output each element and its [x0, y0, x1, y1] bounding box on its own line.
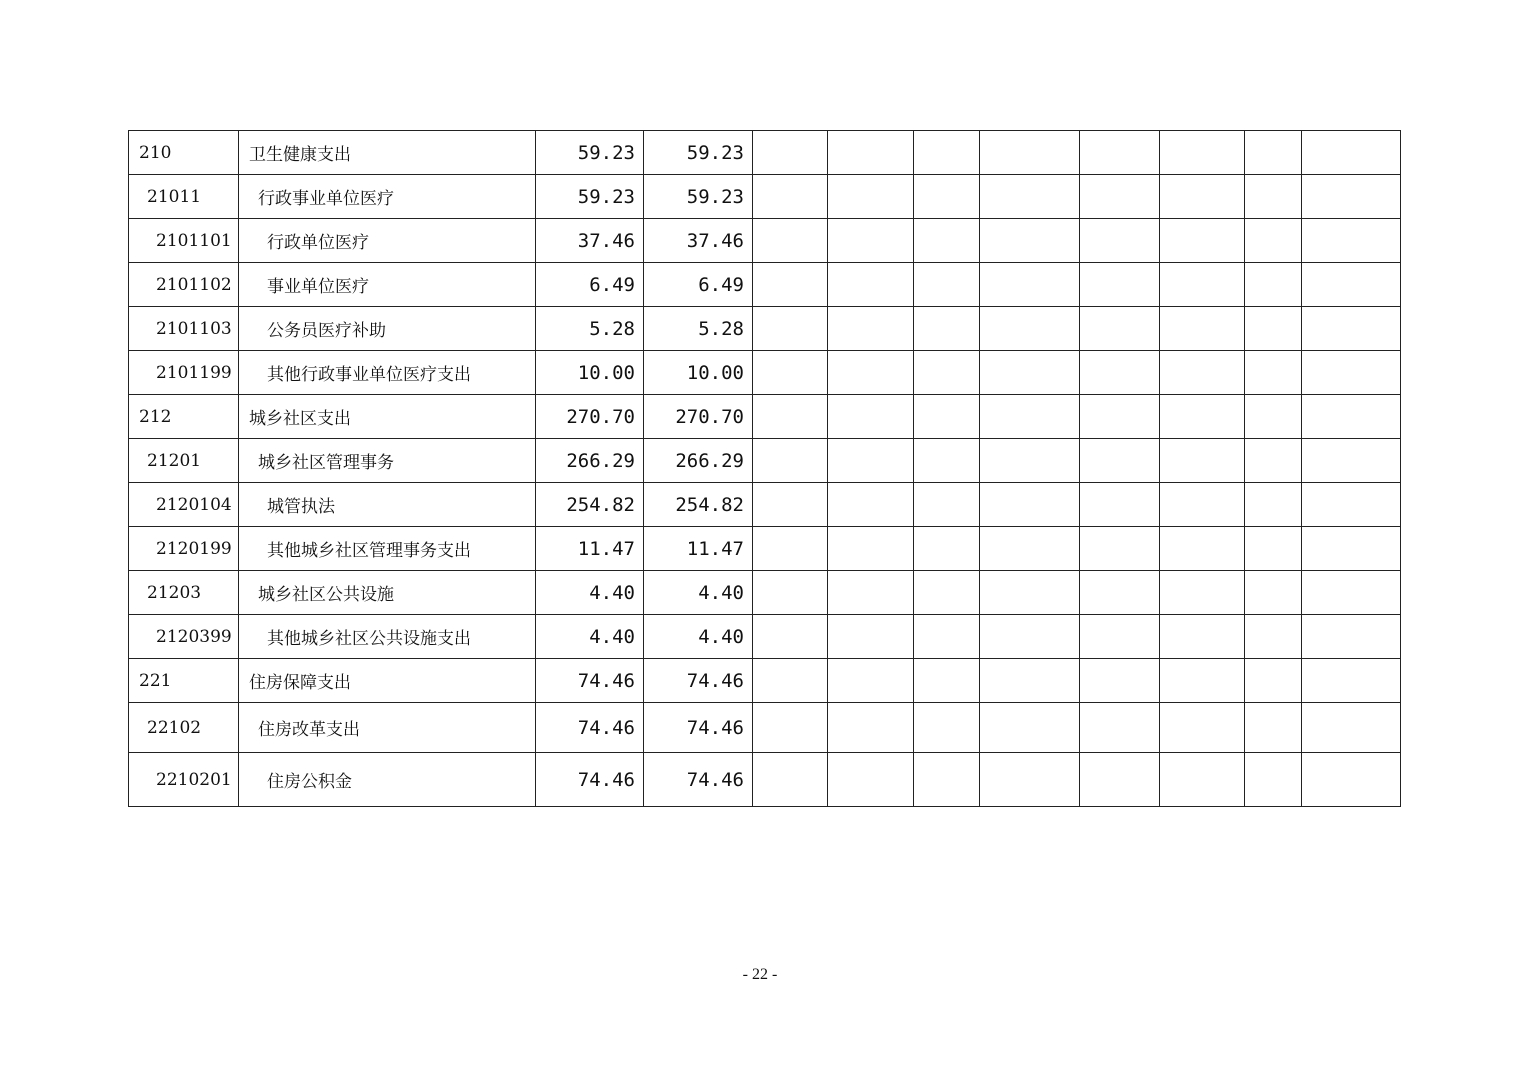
empty-cell	[753, 659, 828, 703]
empty-cell	[914, 527, 980, 571]
table-row	[129, 527, 1401, 571]
empty-cell	[753, 439, 828, 483]
empty-cell	[753, 753, 828, 807]
empty-cell	[828, 395, 914, 439]
subject-code-cell: 2120104	[129, 483, 239, 527]
empty-cell	[753, 527, 828, 571]
subject-name-cell: 卫生健康支出	[239, 131, 536, 175]
empty-cell	[1080, 753, 1160, 807]
subject-code-cell: 21201	[129, 439, 239, 483]
empty-cell	[1245, 307, 1302, 351]
empty-cell	[1245, 615, 1302, 659]
empty-cell	[753, 483, 828, 527]
basic-amount-cell: 4.40	[644, 571, 753, 615]
empty-cell	[1245, 703, 1302, 753]
subject-code-cell: 2120399	[129, 615, 239, 659]
empty-cell	[1080, 703, 1160, 753]
empty-cell	[1160, 703, 1245, 753]
empty-cell	[828, 131, 914, 175]
basic-amount-cell: 59.23	[644, 175, 753, 219]
empty-cell	[1302, 395, 1401, 439]
empty-cell	[1080, 307, 1160, 351]
total-amount-cell: 10.00	[536, 351, 644, 395]
empty-cell	[753, 615, 828, 659]
empty-cell	[1245, 219, 1302, 263]
subject-code-cell: 210	[129, 131, 239, 175]
subject-name-cell: 住房保障支出	[239, 659, 536, 703]
empty-cell	[914, 175, 980, 219]
subject-code-cell: 2101102	[129, 263, 239, 307]
empty-cell	[1080, 439, 1160, 483]
empty-cell	[828, 659, 914, 703]
empty-cell	[1160, 351, 1245, 395]
empty-cell	[1245, 659, 1302, 703]
empty-cell	[1160, 659, 1245, 703]
total-amount-cell: 5.28	[536, 307, 644, 351]
subject-code-cell: 2210201	[129, 753, 239, 807]
empty-cell	[1302, 753, 1401, 807]
empty-cell	[1302, 439, 1401, 483]
basic-amount-cell: 270.70	[644, 395, 753, 439]
subject-name-cell: 事业单位医疗	[239, 263, 536, 307]
empty-cell	[1080, 395, 1160, 439]
empty-cell	[980, 307, 1080, 351]
subject-name-cell: 住房公积金	[239, 753, 536, 807]
basic-amount-cell: 37.46	[644, 219, 753, 263]
empty-cell	[914, 659, 980, 703]
table-row	[129, 219, 1401, 263]
empty-cell	[1302, 131, 1401, 175]
empty-cell	[1302, 659, 1401, 703]
subject-code-cell: 21203	[129, 571, 239, 615]
empty-cell	[914, 571, 980, 615]
total-amount-cell: 266.29	[536, 439, 644, 483]
empty-cell	[914, 483, 980, 527]
table-row	[129, 483, 1401, 527]
empty-cell	[1160, 219, 1245, 263]
empty-cell	[1245, 175, 1302, 219]
total-amount-cell: 6.49	[536, 263, 644, 307]
empty-cell	[1302, 307, 1401, 351]
empty-cell	[980, 219, 1080, 263]
subject-name-cell: 行政事业单位医疗	[239, 175, 536, 219]
empty-cell	[1302, 175, 1401, 219]
empty-cell	[1160, 131, 1245, 175]
empty-cell	[1245, 571, 1302, 615]
total-amount-cell: 254.82	[536, 483, 644, 527]
empty-cell	[1245, 263, 1302, 307]
basic-amount-cell: 4.40	[644, 615, 753, 659]
subject-code-cell: 2120199	[129, 527, 239, 571]
empty-cell	[914, 351, 980, 395]
total-amount-cell: 74.46	[536, 703, 644, 753]
empty-cell	[1080, 219, 1160, 263]
total-amount-cell: 270.70	[536, 395, 644, 439]
table-row	[129, 263, 1401, 307]
subject-name-cell: 城乡社区管理事务	[239, 439, 536, 483]
empty-cell	[980, 175, 1080, 219]
empty-cell	[1080, 483, 1160, 527]
empty-cell	[914, 395, 980, 439]
subject-code-cell: 2101101	[129, 219, 239, 263]
empty-cell	[914, 307, 980, 351]
subject-name-cell: 其他城乡社区管理事务支出	[239, 527, 536, 571]
subject-name-cell: 城管执法	[239, 483, 536, 527]
empty-cell	[980, 483, 1080, 527]
empty-cell	[1080, 659, 1160, 703]
subject-code-cell: 22102	[129, 703, 239, 753]
basic-amount-cell: 6.49	[644, 263, 753, 307]
empty-cell	[980, 571, 1080, 615]
empty-cell	[753, 219, 828, 263]
basic-amount-cell: 74.46	[644, 703, 753, 753]
table-row	[129, 659, 1401, 703]
subject-name-cell: 其他城乡社区公共设施支出	[239, 615, 536, 659]
empty-cell	[1160, 571, 1245, 615]
empty-cell	[980, 703, 1080, 753]
table-row	[129, 351, 1401, 395]
empty-cell	[1302, 483, 1401, 527]
empty-cell	[1245, 131, 1302, 175]
empty-cell	[914, 219, 980, 263]
empty-cell	[753, 307, 828, 351]
table-row	[129, 395, 1401, 439]
empty-cell	[1160, 307, 1245, 351]
empty-cell	[980, 753, 1080, 807]
empty-cell	[828, 307, 914, 351]
empty-cell	[828, 483, 914, 527]
subject-name-cell: 其他行政事业单位医疗支出	[239, 351, 536, 395]
page-number: - 22 -	[742, 966, 778, 983]
subject-code-cell: 221	[129, 659, 239, 703]
empty-cell	[1080, 615, 1160, 659]
empty-cell	[828, 527, 914, 571]
empty-cell	[1302, 263, 1401, 307]
empty-cell	[1245, 351, 1302, 395]
empty-cell	[1245, 483, 1302, 527]
empty-cell	[1080, 571, 1160, 615]
subject-name-cell: 公务员医疗补助	[239, 307, 536, 351]
empty-cell	[828, 615, 914, 659]
total-amount-cell: 59.23	[536, 131, 644, 175]
empty-cell	[1080, 175, 1160, 219]
empty-cell	[980, 395, 1080, 439]
empty-cell	[753, 395, 828, 439]
empty-cell	[1080, 131, 1160, 175]
empty-cell	[1302, 351, 1401, 395]
empty-cell	[1302, 615, 1401, 659]
empty-cell	[1160, 753, 1245, 807]
empty-cell	[1245, 753, 1302, 807]
empty-cell	[1080, 263, 1160, 307]
empty-cell	[828, 571, 914, 615]
subject-code-cell: 212	[129, 395, 239, 439]
subject-name-cell: 城乡社区公共设施	[239, 571, 536, 615]
subject-name-cell: 行政单位医疗	[239, 219, 536, 263]
empty-cell	[753, 571, 828, 615]
empty-cell	[1160, 175, 1245, 219]
empty-cell	[980, 131, 1080, 175]
empty-cell	[914, 615, 980, 659]
empty-cell	[1160, 263, 1245, 307]
empty-cell	[914, 131, 980, 175]
empty-cell	[753, 351, 828, 395]
empty-cell	[753, 703, 828, 753]
empty-cell	[828, 753, 914, 807]
table-row	[129, 703, 1401, 753]
empty-cell	[914, 753, 980, 807]
empty-cell	[980, 351, 1080, 395]
empty-cell	[1302, 571, 1401, 615]
total-amount-cell: 11.47	[536, 527, 644, 571]
empty-cell	[828, 175, 914, 219]
empty-cell	[1160, 395, 1245, 439]
empty-cell	[914, 703, 980, 753]
subject-code-cell: 21011	[129, 175, 239, 219]
empty-cell	[828, 219, 914, 263]
empty-cell	[914, 439, 980, 483]
empty-cell	[1302, 527, 1401, 571]
basic-amount-cell: 254.82	[644, 483, 753, 527]
total-amount-cell: 74.46	[536, 753, 644, 807]
table-row	[129, 175, 1401, 219]
table-row	[129, 615, 1401, 659]
empty-cell	[914, 263, 980, 307]
total-amount-cell: 74.46	[536, 659, 644, 703]
subject-name-cell: 城乡社区支出	[239, 395, 536, 439]
empty-cell	[980, 659, 1080, 703]
empty-cell	[828, 263, 914, 307]
empty-cell	[828, 703, 914, 753]
table-row	[129, 307, 1401, 351]
empty-cell	[1160, 483, 1245, 527]
empty-cell	[980, 263, 1080, 307]
empty-cell	[1245, 527, 1302, 571]
basic-amount-cell: 59.23	[644, 131, 753, 175]
basic-amount-cell: 5.28	[644, 307, 753, 351]
subject-code-cell: 2101199	[129, 351, 239, 395]
empty-cell	[1080, 527, 1160, 571]
total-amount-cell: 59.23	[536, 175, 644, 219]
empty-cell	[1302, 703, 1401, 753]
basic-amount-cell: 11.47	[644, 527, 753, 571]
empty-cell	[1245, 395, 1302, 439]
table-row	[129, 131, 1401, 175]
subject-code-cell: 2101103	[129, 307, 239, 351]
budget-table-body	[129, 131, 1401, 807]
basic-amount-cell: 266.29	[644, 439, 753, 483]
empty-cell	[828, 439, 914, 483]
basic-amount-cell: 74.46	[644, 753, 753, 807]
table-row	[129, 439, 1401, 483]
total-amount-cell: 4.40	[536, 571, 644, 615]
basic-amount-cell: 10.00	[644, 351, 753, 395]
empty-cell	[1160, 527, 1245, 571]
total-amount-cell: 37.46	[536, 219, 644, 263]
budget-table	[128, 130, 1401, 807]
empty-cell	[1080, 351, 1160, 395]
empty-cell	[1302, 219, 1401, 263]
subject-name-cell: 住房改革支出	[239, 703, 536, 753]
empty-cell	[1160, 615, 1245, 659]
empty-cell	[753, 175, 828, 219]
empty-cell	[1160, 439, 1245, 483]
empty-cell	[753, 263, 828, 307]
empty-cell	[980, 527, 1080, 571]
table-row	[129, 753, 1401, 807]
table-row	[129, 571, 1401, 615]
basic-amount-cell: 74.46	[644, 659, 753, 703]
empty-cell	[753, 131, 828, 175]
empty-cell	[1245, 439, 1302, 483]
empty-cell	[828, 351, 914, 395]
empty-cell	[980, 615, 1080, 659]
empty-cell	[980, 439, 1080, 483]
total-amount-cell: 4.40	[536, 615, 644, 659]
